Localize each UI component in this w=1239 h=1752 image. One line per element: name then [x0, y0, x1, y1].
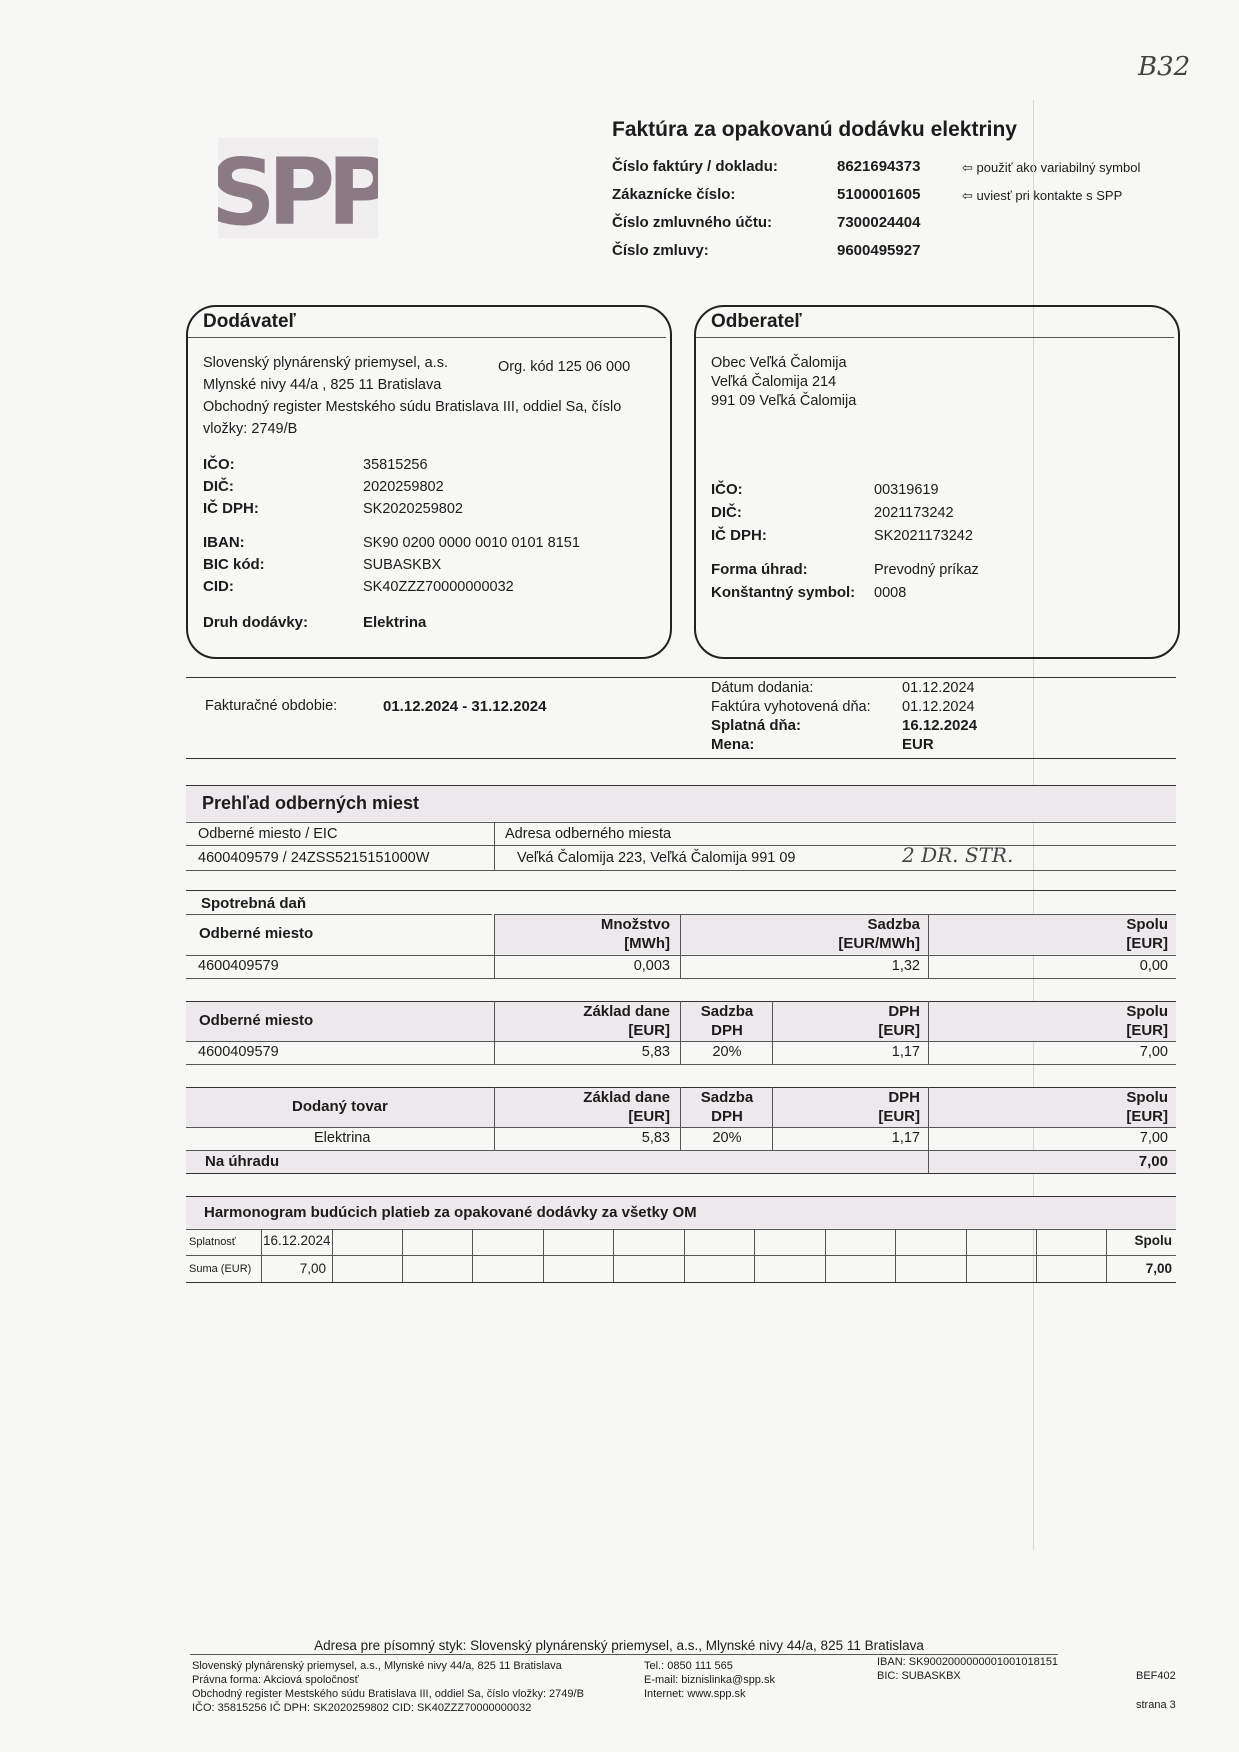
footer-form-code: BEF402	[1136, 1670, 1176, 1682]
schedule-due-label: Splatnosť	[189, 1236, 236, 1248]
supplier-icdph-label: IČ DPH:	[203, 500, 259, 517]
schedule-col-divider	[895, 1229, 896, 1282]
excise-rate-value: 1,32	[891, 958, 920, 974]
delivery-date-value: 01.12.2024	[902, 680, 975, 696]
supplier-ico-label: IČO:	[203, 456, 235, 473]
supplier-ico: 35815256	[363, 457, 428, 473]
schedule-col-divider	[543, 1229, 544, 1282]
footer-bic: BIC: SUBASKBX	[877, 1670, 961, 1682]
vat-col-rate: Sadzba	[700, 1003, 754, 1020]
goods-col-rate: Sadzba	[700, 1089, 754, 1106]
billing-period-label: Fakturačné obdobie:	[205, 698, 338, 714]
footer-iban: IBAN: SK9002000000001001018151	[877, 1656, 1059, 1668]
vat-col-dph-unit: [EUR]	[878, 1022, 920, 1039]
goods-col-base-unit: [EUR]	[628, 1108, 670, 1125]
excise-total-value: 0,00	[1139, 958, 1168, 974]
supplier-title: Dodávateľ	[203, 311, 296, 332]
footer-phone: Tel.: 0850 111 565	[644, 1660, 733, 1672]
customer-ico: 00319619	[874, 482, 939, 498]
overview-address-value: Veľká Čalomija 223, Veľká Čalomija 991 09	[517, 850, 796, 866]
customer-name: Obec Veľká Čalomija	[711, 355, 847, 371]
schedule-col-divider	[684, 1229, 685, 1282]
payment-form-label: Forma úhrad:	[711, 561, 808, 578]
goods-col-goods: Dodaný tovar	[292, 1098, 388, 1115]
footer-email: E-mail: biznislinka@spp.sk	[644, 1674, 775, 1686]
supplier-iban: SK90 0200 0000 0010 0101 8151	[363, 535, 580, 551]
excise-col-rate-unit: [EUR/MWh]	[838, 935, 920, 952]
vat-col-place: Odberné miesto	[199, 1012, 314, 1029]
overview-title: Prehľad odberných miest	[202, 793, 419, 813]
handwritten-page-mark: B32	[1138, 52, 1191, 82]
currency-value: EUR	[902, 736, 934, 753]
goods-item-value: Elektrina	[314, 1130, 371, 1146]
goods-col-dph-unit: [EUR]	[878, 1108, 920, 1125]
excise-div-2	[680, 914, 681, 978]
excise-rule-2	[186, 955, 1176, 956]
vat-div-1	[494, 1001, 495, 1064]
schedule-col-divider	[825, 1229, 826, 1282]
schedule-total-value: 7,00	[1145, 1261, 1172, 1276]
customer-icdph: SK2021173242	[874, 528, 973, 544]
period-top-rule	[186, 677, 1176, 678]
customer-dic-label: DIČ:	[711, 504, 742, 521]
overview-col-address: Adresa odberného miesta	[505, 826, 672, 842]
customer-dic: 2021173242	[874, 505, 954, 521]
goods-rate-value: 20%	[712, 1130, 742, 1146]
overview-top-rule	[186, 785, 1176, 786]
due-date-value: 16.12.2024	[902, 717, 978, 734]
footer-correspondence-address: Adresa pre písomný styk: Slovenský plynárenský priemysel, a.s., Mlynské nivy 44/a, 825 11 Bratislava	[314, 1638, 924, 1653]
vat-rule-2	[186, 1041, 1176, 1042]
vat-place-value: 4600409579	[198, 1044, 279, 1060]
overview-place-value: 4600409579 / 24ZSS5215151000W	[198, 850, 430, 866]
due-date-label: Splatná dňa:	[711, 717, 802, 734]
excise-col-rate: Sadzba	[867, 916, 920, 933]
delivery-type-value: Elektrina	[363, 614, 427, 631]
goods-top-rule	[186, 1087, 1176, 1088]
overview-rule-3	[186, 870, 1176, 871]
schedule-col-divider	[332, 1229, 333, 1282]
schedule-col-divider	[1036, 1229, 1037, 1282]
contact-hint: ⇦ uviesť pri kontakte s SPP	[962, 188, 1123, 203]
excise-rule-3	[186, 978, 1176, 979]
issue-date-value: 01.12.2024	[902, 699, 975, 715]
schedule-rule-1	[186, 1229, 1176, 1230]
constant-symbol-label: Konštantný symbol:	[711, 584, 856, 601]
goods-col-dph: DPH	[888, 1089, 920, 1106]
overview-rule-2	[186, 845, 1176, 846]
excise-div-3	[928, 914, 929, 978]
goods-rule-2	[186, 1127, 1176, 1128]
amount-due-label: Na úhradu	[205, 1153, 280, 1170]
supplier-dic-label: DIČ:	[203, 478, 234, 495]
vat-dph-value: 1,17	[891, 1044, 920, 1060]
invoice-title: Faktúra za opakovanú dodávku elektriny	[612, 118, 1017, 141]
goods-base-value: 5,83	[641, 1130, 670, 1146]
vat-top-rule	[186, 1001, 1176, 1002]
footer-website: Internet: www.spp.sk	[644, 1688, 746, 1700]
excise-qty-value: 0,003	[633, 958, 670, 974]
contract-number-value: 9600495927	[837, 242, 921, 259]
supplier-org-code: Org. kód 125 06 000	[498, 359, 631, 375]
schedule-col-divider	[754, 1229, 755, 1282]
schedule-rule-2	[186, 1255, 1176, 1256]
vat-total-value: 7,00	[1139, 1044, 1168, 1060]
excise-col-qty-unit: [MWh]	[624, 935, 670, 952]
supplier-register-insert: vložky: 2749/B	[203, 421, 298, 437]
schedule-col-divider	[402, 1229, 403, 1282]
excise-col-place: Odberné miesto	[199, 925, 314, 942]
vat-col-base: Základ dane	[583, 1003, 670, 1020]
goods-col-rate-unit: DPH	[711, 1108, 743, 1125]
excise-title: Spotrebná daň	[201, 895, 307, 912]
invoice-number-value: 8621694373	[837, 158, 921, 175]
excise-col-qty: Množstvo	[600, 916, 670, 933]
vat-base-value: 5,83	[641, 1044, 670, 1060]
customer-icdph-label: IČ DPH:	[711, 527, 767, 544]
goods-dph-value: 1,17	[891, 1130, 920, 1146]
billing-period-value: 01.12.2024 - 31.12.2024	[383, 698, 547, 715]
supplier-bic-label: BIC kód:	[203, 556, 265, 573]
footer-company: Slovenský plynárenský priemysel, a.s., Mlynské nivy 44/a, 825 11 Bratislava	[192, 1660, 562, 1672]
vat-col-dph: DPH	[888, 1003, 920, 1020]
delivery-type-label: Druh dodávky:	[203, 614, 309, 631]
vat-div-2	[680, 1001, 681, 1064]
overview-col-divider	[494, 822, 495, 870]
customer-city: 991 09 Veľká Čalomija	[711, 393, 857, 409]
svg-text:SPP: SPP	[218, 139, 378, 238]
spp-logo	[218, 138, 378, 238]
schedule-top-rule	[186, 1196, 1176, 1197]
excise-div-1	[494, 914, 495, 978]
goods-div-3	[772, 1087, 773, 1150]
schedule-col-divider	[966, 1229, 967, 1282]
vat-col-base-unit: [EUR]	[628, 1022, 670, 1039]
issue-date-label: Faktúra vyhotovená dňa:	[711, 699, 871, 715]
variable-symbol-hint: ⇦ použiť ako variabilný symbol	[962, 160, 1141, 175]
contract-account-label: Číslo zmluvného účtu:	[612, 214, 773, 231]
excise-header-rule	[494, 914, 1176, 915]
goods-col-total: Spolu	[1126, 1089, 1168, 1106]
page-number: strana 3	[1136, 1699, 1176, 1711]
goods-div-2	[680, 1087, 681, 1150]
schedule-col-divider	[472, 1229, 473, 1282]
schedule-col-divider	[1106, 1229, 1107, 1282]
schedule-due-value: 16.12.2024	[263, 1233, 331, 1248]
vat-div-4	[928, 1001, 929, 1064]
footer-register: Obchodný register Mestského súdu Bratislava III, oddiel Sa, číslo vložky: 2749/B	[192, 1688, 584, 1700]
invoice-number-label: Číslo faktúry / dokladu:	[612, 158, 778, 175]
constant-symbol-value: 0008	[874, 585, 907, 601]
schedule-bottom-rule	[186, 1282, 1176, 1283]
supplier-dic: 2020259802	[363, 479, 444, 495]
vat-div-3	[772, 1001, 773, 1064]
supplier-cid: SK40ZZZ70000000032	[363, 579, 514, 595]
goods-div-4	[928, 1087, 929, 1173]
customer-number-value: 5100001605	[837, 186, 921, 203]
supplier-register: Obchodný register Mestského súdu Bratislava III, oddiel Sa, číslo	[203, 399, 622, 415]
supplier-name: Slovenský plynárenský priemysel, a.s.	[203, 355, 448, 371]
delivery-date-label: Dátum dodania:	[711, 680, 814, 696]
contract-account-value: 7300024404	[837, 214, 921, 231]
currency-label: Mena:	[711, 736, 755, 753]
goods-col-base: Základ dane	[583, 1089, 670, 1106]
excise-place-value: 4600409579	[198, 958, 279, 974]
vat-col-total-unit: [EUR]	[1126, 1022, 1168, 1039]
excise-col-total: Spolu	[1126, 916, 1168, 933]
vat-rule-3	[186, 1064, 1176, 1065]
schedule-sum-value: 7,00	[299, 1261, 326, 1276]
schedule-total-label: Spolu	[1134, 1233, 1172, 1248]
customer-title: Odberateľ	[711, 311, 802, 332]
customer-ico-label: IČO:	[711, 481, 743, 498]
goods-bottom-rule	[186, 1173, 1176, 1174]
payment-form-value: Prevodný príkaz	[874, 562, 979, 578]
period-bottom-rule	[186, 758, 1176, 759]
schedule-title: Harmonogram budúcich platieb za opakované dodávky za všetky OM	[204, 1204, 697, 1221]
supplier-cid-label: CID:	[203, 578, 234, 595]
vat-col-rate-unit: DPH	[711, 1022, 743, 1039]
schedule-sum-label: Suma (EUR)	[189, 1263, 252, 1275]
supplier-bic: SUBASKBX	[363, 557, 442, 573]
goods-div-1	[494, 1087, 495, 1150]
excise-title-rule	[186, 914, 492, 915]
goods-col-total-unit: [EUR]	[1126, 1108, 1168, 1125]
footer-ids: IČO: 35815256 IČ DPH: SK2020259802 CID: SK40ZZZ70000000032	[192, 1702, 532, 1714]
customer-box-divider	[696, 337, 1174, 338]
supplier-icdph: SK2020259802	[363, 501, 463, 517]
overview-rule-1	[186, 822, 1176, 823]
supplier-iban-label: IBAN:	[203, 534, 245, 551]
amount-due-value: 7,00	[1138, 1153, 1168, 1170]
footer-legal-form: Právna forma: Akciová spoločnosť	[192, 1674, 359, 1686]
contract-number-label: Číslo zmluvy:	[612, 242, 709, 259]
supplier-address: Mlynské nivy 44/a , 825 11 Bratislava	[203, 377, 442, 393]
supplier-box-divider	[188, 337, 666, 338]
goods-total-value: 7,00	[1139, 1130, 1168, 1146]
vat-col-total: Spolu	[1126, 1003, 1168, 1020]
schedule-col-divider	[613, 1229, 614, 1282]
overview-col-place: Odberné miesto / EIC	[198, 826, 338, 842]
vat-rate-value: 20%	[712, 1044, 742, 1060]
customer-number-label: Zákaznícke číslo:	[612, 186, 736, 203]
excise-col-total-unit: [EUR]	[1126, 935, 1168, 952]
excise-top-rule	[186, 890, 1176, 891]
handwritten-annotation: 2 DR. STR.	[902, 843, 1014, 867]
customer-street: Veľká Čalomija 214	[711, 374, 837, 390]
